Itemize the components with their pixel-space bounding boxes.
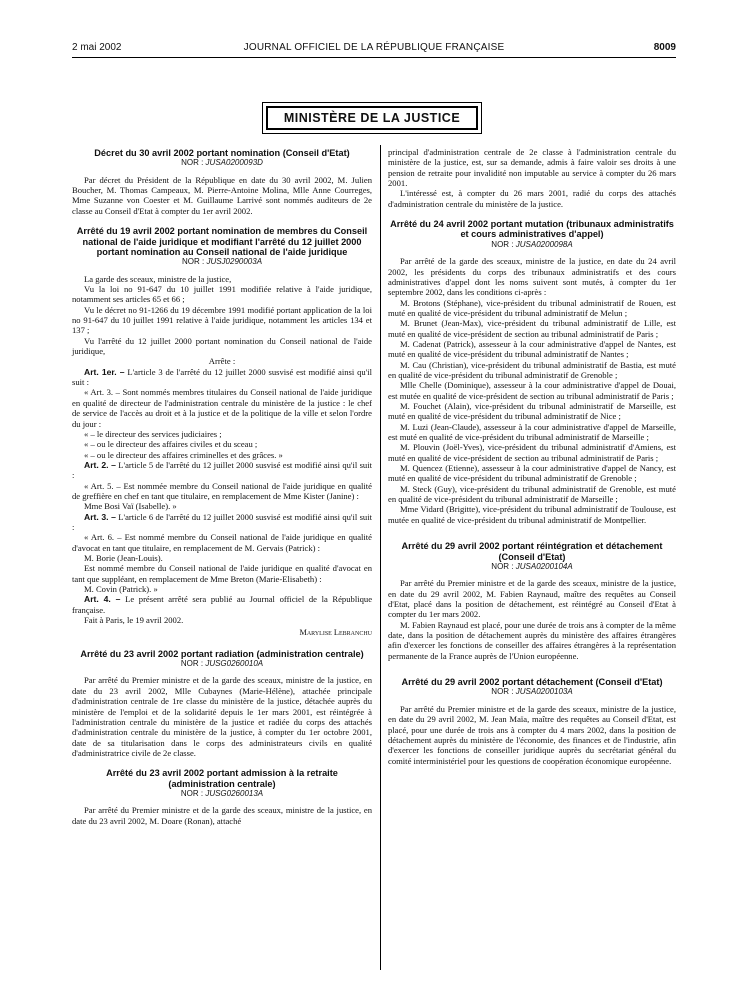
paragraph: Mlle Chelle (Dominique), assesseur à la cour administrative d'appel de Douai, est mutée en qualité de vice-président de section au tribunal administratif de Paris ; [388,380,676,401]
nor-code: JUSA0200093D [205,158,263,168]
nor-code: JUSJ0290003A [206,257,263,267]
decree-nor [72,158,372,168]
paragraph: Est nommé membre du Conseil national de l'aide juridique en qualité d'avocat en tant que suppléant, en remplacement de Mme Breton (Marie-Elisabeth) : [72,563,372,584]
nor-code: JUSA0200104A [515,561,573,571]
order-nor [72,659,372,669]
paragraph: M. Brunet (Jean-Max), vice-président du tribunal administratif de Lille, est muté en qualité de vice-président de section au tribunal administratif de Paris ; [388,318,676,339]
page-header [72,42,676,56]
nor-label: NOR : [491,687,514,697]
nor-code: JUSA0200103A [515,687,573,697]
paragraph: M. Cau (Christian), vice-président du tribunal administratif de Bastia, est muté en qualité de vice-président du tribunal administratif de Grenoble ; [388,359,676,380]
nor-label: NOR : [180,659,204,669]
paragraph: « Art. 5. – Est nommée membre du Conseil national de l'aide juridique en qualité de greffière en chef en tant que titulaire, en remplacement de Mme Kister (Janine) : [72,480,372,501]
header-journal-title: JOURNAL OFFICIEL DE LA RÉPUBLIQUE FRANÇAISE [243,42,505,53]
paragraph: « Art. 6. – Est nommé membre du Conseil national de l'aide juridique en qualité d'avocat en tant que titulaire, en remplacement de M. Gervais (Patrick) : [72,532,372,553]
paragraph: M. Fabien Raynaud est placé, pour une durée de trois ans à compter de la même date, dans la position de détachement auprès du ministère des affaires étrangères afin d'exercer les fonctions de conseiller des affaires étrangères à la représentation permanente de la France auprès de l'Union européenne. [388,619,676,661]
paragraph: Par arrêté de la garde des sceaux, ministre de la justice, en date du 24 avril 2002, les présidents du corps des tribunaux administratifs et des cours administratives d'appel dont les noms suivent sont mutés, à compter du 1er septembre 2002, dans les conditions ci-après : [388,256,676,298]
article-label: Art. 3. – [84,511,116,522]
article [72,594,372,615]
article [72,512,372,533]
paragraph: « – le directeur des services judiciaires ; [84,428,222,439]
order-title: Arrêté du 23 avril 2002 portant radiation (administration centrale) [80,648,364,659]
paragraph: La garde des sceaux, ministre de la justice, [84,273,232,284]
paragraph: Par arrêté du Premier ministre et de la garde des sceaux, ministre de la justice, en date du 29 avril 2002, M. Fabien Raynaud, maître des requêtes au Conseil d'Etat, placé dans la position de détachement, est réintégré au Conseil d'Etat à compter du 1er mars 2002. [388,578,676,620]
paragraph: principal d'administration centrale de 2e classe à l'administration centrale du ministère de la justice, est, sur sa demande, admis à faire valoir ses droits à une pension de retraite pour invalidité non imputable au service à compter du 26 mars 2001. [388,147,676,189]
paragraph: « – ou le directeur des affaires criminelles et des grâces. » [84,449,283,460]
order-nor [388,687,676,697]
paragraph: Fait à Paris, le 19 avril 2002. [84,615,184,626]
ministry-box [262,102,482,134]
nor-code: JUSG0260013A [205,789,264,799]
paragraph: M. Luzi (Jean-Claude), assesseur à la cour administrative d'appel de Marseille, est muté en qualité de vice-président du tribunal administratif de Marseille ; [388,421,676,443]
paragraph: « – ou le directeur des affaires civiles et du sceau ; [84,439,258,450]
article-text: L'article 5 de l'arrêté du 12 juillet 2000 susvisé est modifié ainsi qu'il suit : [72,459,372,481]
decree-title: Décret du 30 avril 2002 portant nomination (Conseil d'Etat) [94,148,350,158]
paragraph: M. Cadenat (Patrick), assesseur à la cour administrative d'appel de Nantes, est muté en qualité de vice-président du tribunal administratif de Nantes ; [388,338,676,360]
nor-label: NOR : [491,239,514,249]
order-title: Arrêté du 29 avril 2002 portant réintégration et détachement (Conseil d'Etat) [401,541,663,562]
paragraph: Vu l'arrêté du 12 juillet 2000 portant nomination du Conseil national de l'aide juridique, [72,335,372,357]
article [72,367,372,388]
article-label: Art. 2. – [84,459,116,470]
paragraph: M. Brotons (Stéphane), vice-président du tribunal administratif de Rouen, est muté en qualité de vice-président du tribunal administratif de Melun ; [388,297,676,318]
paragraph: M. Fouchet (Alain), vice-président du tribunal administratif de Marseille, est muté en qualité de vice-président du tribunal administratif de Nice ; [388,401,676,422]
paragraph: M. Covin (Patrick). » [84,584,158,594]
order-nor [388,562,676,572]
order-nor [72,789,372,799]
article-label: Art. 1er. – [84,366,125,377]
order-nor [388,240,676,250]
article-text: L'article 6 de l'arrêté du 12 juillet 2000 susvisé est modifié ainsi qu'il suit : [72,511,372,532]
paragraph: M. Plouvin (Joël-Yves), vice-président du tribunal administratif d'Amiens, est muté en qualité de vice-président de section au tribunal administratif de Paris ; [388,442,676,463]
nor-label: NOR : [180,789,204,799]
paragraph: Vu la loi no 91-647 du 10 juillet 1991 modifiée relative à l'aide juridique, notamment ses articles 65 et 66 ; [72,284,372,305]
paragraph: M. Borie (Jean-Louis). [84,552,163,563]
article-label: Art. 4. – [84,594,121,605]
paragraph: Vu le décret no 91-1266 du 19 décembre 1991 modifié portant application de la loi no 91-647 du 10 juillet 1991 relative à l'aide juridique, notamment les articles 134 et 137 ; [72,304,372,336]
paragraph: Par arrêté du Premier ministre et de la garde des sceaux, ministre de la justice, en date du 23 avril 2002, Mlle Cubaynes (Marie-Hélène), attachée principale d'administration centrale de 1re classe du ministère de la justice, détachée auprès du ministère de l'emploi et de la solidarité depuis le 1er mars 2001, est réintégrée à l'administration centrale du ministère de la justice et radiée du corps des attachés d'administration centrale du ministère de la justice, à compter du 1er octobre 2001, date de sa titularisation dans le corps des administrateurs civils en qualité d'administratrice civile de 2e classe. [72,675,372,758]
paragraph: Par arrêté du Premier ministre et de la garde des sceaux, ministre de la justice, en date du 29 avril 2002, M. Jean Maïa, maître des requêtes au Conseil d'Etat, est placé, pour une durée de trois ans à compter du 4 mars 2002, dans la position de détachement auprès du ministère de l'économie, des finances et de l'industrie, afin d'exercer les fonctions de conseiller juridique auprès du secrétariat général du comité interministériel pour les questions de coopération économique européenne. [388,703,676,766]
header-date: 2 mai 2002 [72,42,122,53]
paragraph: Mme Bosi Vaï (Isabelle). » [84,501,177,512]
left-column [72,148,372,826]
nor-code: JUSA0200098A [515,239,573,249]
order-title: Arrêté du 19 avril 2002 portant nomination de membres du Conseil national de l'aide juridique et modifiant l'arrêté du 12 juillet 2000 portant nomination au Conseil national de l'aide juridique [76,226,368,257]
order-title: Arrêté du 29 avril 2002 portant détachement (Conseil d'Etat) [401,677,663,688]
paragraph: Par décret du Président de la République en date du 30 avril 2002, M. Julien Boucher, M. Thomas Campeaux, M. Pierre-Antoine Molina, Mlle Anne Courreges, Mme Suzanne von Coester et M. Guillaume Larrivé sont nommés auditeurs de 2e classe au Conseil d'Etat à compter du 1er avril 2002. [72,174,372,216]
ministry-title: MINISTÈRE DE LA JUSTICE [266,106,478,130]
article-text: L'article 3 de l'arrêté du 12 juillet 2000 susvisé est modifié ainsi qu'il suit : [72,366,373,388]
paragraph: Par arrêté du Premier ministre et de la garde des sceaux, ministre de la justice, en date du 23 avril 2002, M. Doare (Ronan), attaché [72,805,372,826]
order-nor [72,257,372,267]
header-rule [72,57,676,58]
paragraph: M. Steck (Guy), vice-président du tribunal administratif de Grenoble, est muté en qualité de vice-président du tribunal administratif de Marseille ; [388,483,676,505]
article [72,460,372,481]
paragraph: Arrête : [208,356,236,367]
header-page-number: 8009 [653,42,676,53]
column-divider [380,145,381,970]
signature: Marylise Lebranchu [299,628,372,638]
nor-label: NOR : [181,257,205,267]
paragraph: « Art. 3. – Sont nommés membres titulaires du Conseil national de l'aide juridique en qualité de directeur de l'administration centrale du ministère de la justice : le chef de service de l'accès au droit et à la justice et de la politique de la ville et selon l'ordre du jour : [72,387,372,429]
paragraph: L'intéressé est, à compter du 26 mars 2001, radié du corps des attachés d'administration centrale du ministère de la justice. [388,188,676,209]
paragraph: M. Quencez (Etienne), assesseur à la cour administrative d'appel de Nancy, est muté en qualité de vice-président du tribunal administratif de Grenoble ; [388,463,676,484]
nor-label: NOR : [181,158,204,168]
right-column [388,147,676,766]
paragraph: Mme Vidard (Brigitte), vice-président du tribunal administratif de Toulouse, est mutée en qualité de vice-président du tribunal administratif de Montpellier. [388,504,676,525]
nor-label: NOR : [491,561,514,571]
article-text: Le présent arrêté sera publié au Journal officiel de la République française. [72,594,373,615]
order-title: Arrêté du 23 avril 2002 portant admission à la retraite (administration centrale) [106,768,338,789]
order-title: Arrêté du 24 avril 2002 portant mutation (tribunaux administratifs et cours administratives d'appel) [390,219,674,240]
nor-code: JUSG0260010A [205,659,264,669]
